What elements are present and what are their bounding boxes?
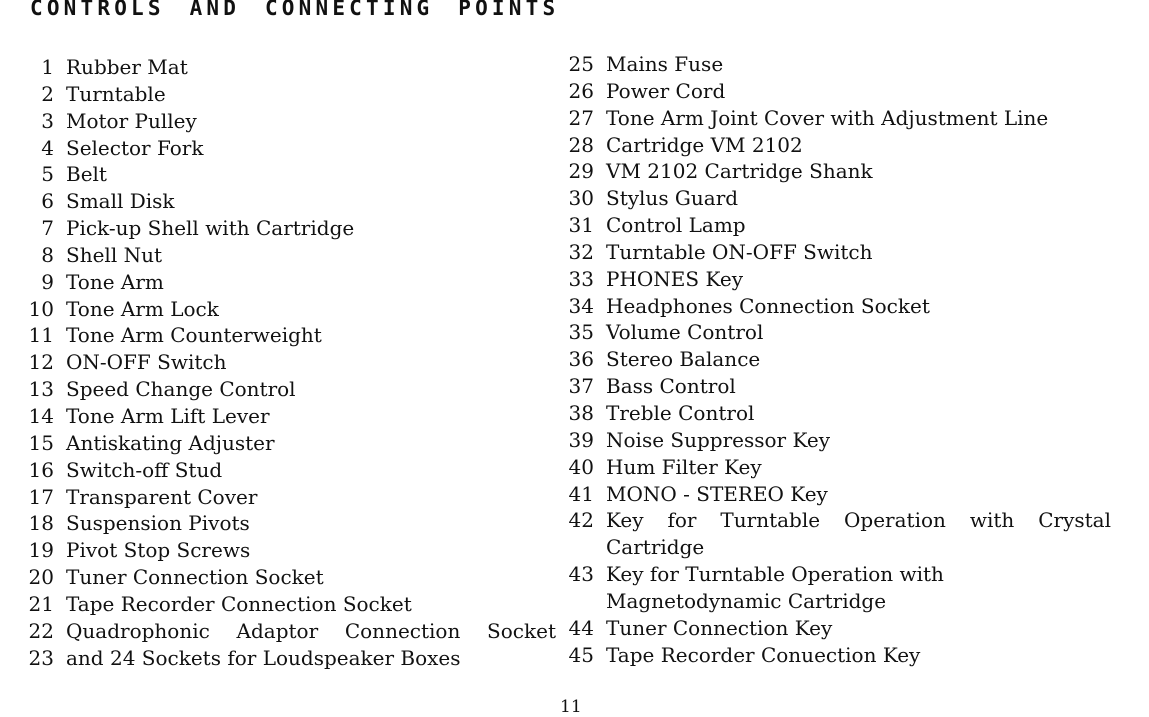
item-number: 16 <box>28 457 54 482</box>
item-number: 33 <box>568 266 594 291</box>
list-item <box>28 135 558 162</box>
list-item <box>28 510 558 537</box>
item-number: 36 <box>568 347 594 372</box>
list-item <box>568 239 1128 266</box>
list-item <box>28 618 558 645</box>
item-label: Tape Recorder Conuection Key <box>606 642 921 667</box>
item-label: Suspension Pivots <box>66 511 250 536</box>
item-label: Transparent Cover <box>66 484 258 509</box>
page-title: CONTROLS AND CONNECTING POINTS <box>30 0 560 20</box>
list-item <box>28 215 558 242</box>
list-item <box>28 296 558 323</box>
item-label: ON-OFF Switch <box>66 350 227 375</box>
item-number: 27 <box>568 105 594 130</box>
list-item <box>568 212 1128 239</box>
item-label: Key for Turntable Operation with Magnetodynamic Cartridge <box>606 562 944 613</box>
item-number: 3 <box>41 108 54 133</box>
item-number: 13 <box>28 377 54 402</box>
item-number: 32 <box>568 239 594 264</box>
item-number: 20 <box>28 565 54 590</box>
list-item <box>568 346 1128 373</box>
item-label: PHONES Key <box>606 266 743 291</box>
item-label: Pick-up Shell with Cartridge <box>66 216 355 241</box>
item-label: Treble Control <box>606 400 755 425</box>
item-number: 1 <box>41 55 54 79</box>
item-number: 12 <box>28 350 54 375</box>
item-label: Noise Suppressor Key <box>606 427 831 452</box>
item-label: Speed Change Control <box>66 377 296 402</box>
item-number: 30 <box>568 186 594 211</box>
item-label: Rubber Mat <box>66 55 188 79</box>
item-number: 11 <box>28 323 54 348</box>
list-item <box>568 185 1128 212</box>
item-label: Headphones Connection Socket <box>606 293 930 318</box>
list-item <box>28 242 558 269</box>
list-item <box>28 403 558 430</box>
item-label: Stereo Balance <box>606 347 761 372</box>
item-number: 19 <box>28 538 54 563</box>
item-label: Switch-off Stud <box>66 457 223 482</box>
item-label: Hum Filter Key <box>606 454 762 479</box>
item-number: 39 <box>568 427 594 452</box>
item-label: Control Lamp <box>606 213 746 238</box>
list-item <box>568 561 1128 615</box>
list-item <box>568 319 1128 346</box>
item-label: Stylus Guard <box>606 186 739 211</box>
list-item <box>568 266 1128 293</box>
list-item <box>568 642 1128 669</box>
list-item <box>28 564 558 591</box>
item-label: Tuner Connection Key <box>606 615 833 640</box>
item-label: Tone Arm Counterweight <box>66 323 322 348</box>
list-item <box>568 51 1128 78</box>
list-item <box>568 132 1128 159</box>
item-label: Cartridge VM 2102 <box>606 132 803 157</box>
item-number: 7 <box>41 216 54 241</box>
list-item <box>28 269 558 296</box>
list-item <box>28 81 558 108</box>
item-label: Key for Turntable Operation with Crystal Cartridge <box>606 508 1111 560</box>
item-label: Pivot Stop Screws <box>66 538 251 563</box>
item-number: 25 <box>568 52 594 76</box>
item-label: Tuner Connection Socket <box>66 565 324 590</box>
item-label: Turntable <box>66 81 166 106</box>
list-item <box>28 537 558 564</box>
item-number: 44 <box>568 615 594 640</box>
item-label: Mains Fuse <box>606 52 724 76</box>
item-label: Selector Fork <box>66 135 204 160</box>
item-label: Tone Arm <box>66 269 164 294</box>
list-item <box>28 591 558 618</box>
list-item <box>568 615 1128 642</box>
page-number: 11 <box>560 697 582 717</box>
item-number: 14 <box>28 403 54 428</box>
list-item <box>568 400 1128 427</box>
list-item <box>28 188 558 215</box>
list-item <box>28 645 558 672</box>
item-number: 40 <box>568 454 594 479</box>
item-number: 10 <box>28 296 54 321</box>
item-label: Quadrophonic Adaptor Connection Socket <box>66 618 556 643</box>
item-label: Antiskating Adjuster <box>66 430 275 455</box>
item-number: 45 <box>568 642 594 667</box>
list-item <box>28 484 558 511</box>
item-label: Tone Arm Lift Lever <box>66 403 270 428</box>
item-label: VM 2102 Cartridge Shank <box>606 159 873 184</box>
item-number: 43 <box>568 562 594 587</box>
item-number: 18 <box>28 511 54 536</box>
list-item <box>28 161 558 188</box>
item-number: 28 <box>568 132 594 157</box>
item-label: Tape Recorder Connection Socket <box>66 591 412 616</box>
item-label: Turntable ON-OFF Switch <box>606 239 873 264</box>
list-item <box>28 376 558 403</box>
list-item <box>568 158 1128 185</box>
item-number: 4 <box>41 135 54 160</box>
item-number: 9 <box>41 269 54 294</box>
item-label: Power Cord <box>606 78 726 103</box>
list-item <box>28 430 558 457</box>
item-number: 35 <box>568 320 594 345</box>
item-number: 37 <box>568 374 594 399</box>
list-item <box>568 293 1128 320</box>
item-number: 22 <box>28 618 54 643</box>
list-item <box>568 373 1128 400</box>
item-number: 42 <box>568 508 594 533</box>
item-label: MONO - STEREO Key <box>606 481 828 506</box>
item-number: 23 <box>28 645 54 670</box>
list-item <box>28 349 558 376</box>
list-item <box>568 427 1128 454</box>
list-item <box>568 78 1128 105</box>
controls-list-right <box>568 51 1128 668</box>
item-label: Bass Control <box>606 374 736 399</box>
item-number: 26 <box>568 78 594 103</box>
item-number: 6 <box>41 189 54 214</box>
controls-list-left <box>28 54 558 671</box>
item-number: 17 <box>28 484 54 509</box>
item-label: Shell Nut <box>66 242 162 267</box>
item-label: and 24 Sockets for Loudspeaker Boxes <box>66 645 461 670</box>
item-number: 15 <box>28 430 54 455</box>
list-item <box>568 507 1128 561</box>
item-number: 34 <box>568 293 594 318</box>
item-label: Small Disk <box>66 189 175 214</box>
item-label: Tone Arm Lock <box>66 296 219 321</box>
item-label: Belt <box>66 162 107 187</box>
item-label: Tone Arm Joint Cover with Adjustment Line <box>606 105 1049 130</box>
item-label: Motor Pulley <box>66 108 197 133</box>
item-number: 41 <box>568 481 594 506</box>
list-item <box>568 454 1128 481</box>
list-item <box>568 105 1128 132</box>
item-number: 21 <box>28 591 54 616</box>
list-item <box>568 481 1128 508</box>
item-number: 2 <box>41 81 54 106</box>
item-number: 31 <box>568 213 594 238</box>
item-number: 29 <box>568 159 594 184</box>
item-label: Volume Control <box>606 320 764 345</box>
item-number: 8 <box>41 242 54 267</box>
list-item <box>28 457 558 484</box>
item-number: 5 <box>41 162 54 187</box>
list-item <box>28 108 558 135</box>
list-item <box>28 322 558 349</box>
item-number: 38 <box>568 400 594 425</box>
list-item <box>28 54 558 81</box>
